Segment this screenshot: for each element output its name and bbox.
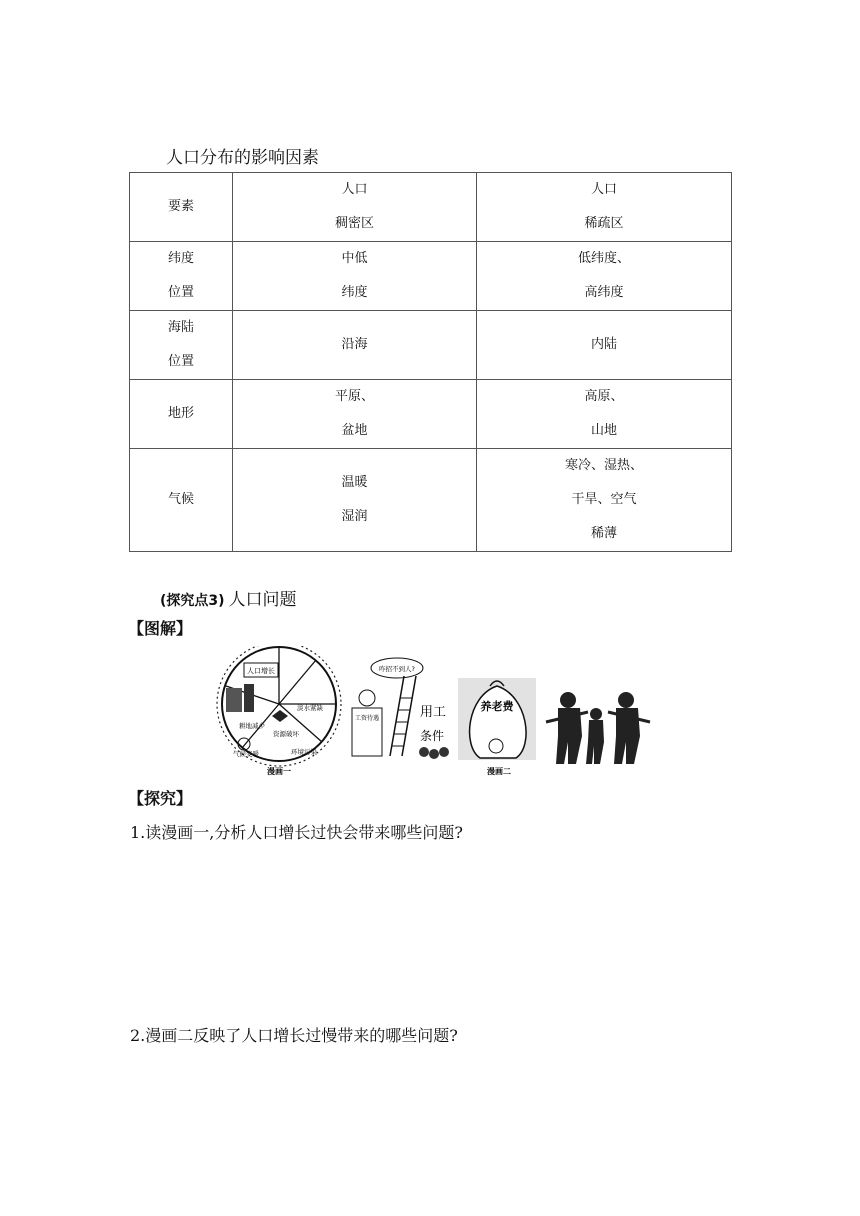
header-factor: 要素 — [130, 173, 233, 242]
table-row: 海陆 位置 沿海 内陆 — [130, 311, 732, 380]
bag-label: 养老费 — [480, 700, 514, 713]
svg-text:气候变暖: 气候变暖 — [233, 750, 259, 758]
c1-label: 人口增长 — [247, 667, 275, 675]
caption-one: 漫画一 — [267, 767, 291, 776]
population-factors-table — [129, 172, 732, 552]
explore-label: 【探究】 — [128, 789, 193, 808]
cartoon-recruit — [352, 658, 449, 759]
section-heading: 人口问题 — [228, 590, 297, 610]
table-title: 人口分布的影响因素 — [166, 148, 319, 168]
cartoon-one — [217, 646, 341, 776]
cartoon-illustration — [212, 646, 652, 778]
table-header-row — [130, 173, 732, 242]
question-1: 1.读漫画一,分析人口增长过快会带来哪些问题? — [130, 823, 463, 842]
svg-text:淡水紧缺: 淡水紧缺 — [297, 704, 323, 712]
header-dense: 人口 稠密区 — [233, 173, 477, 242]
header-sparse: 人口 稀疏区 — [477, 173, 732, 242]
svg-text:工资待遇: 工资待遇 — [354, 715, 380, 722]
section-point: (探究点3) — [160, 593, 225, 609]
illustration-label: 【图解】 — [128, 619, 193, 638]
cartoon-two — [458, 678, 536, 776]
svg-text:条件: 条件 — [420, 729, 445, 743]
section-title — [160, 585, 297, 610]
svg-text:耕地减少: 耕地减少 — [239, 722, 265, 730]
table-row: 地形 平原、 盆地 高原、 山地 — [130, 380, 732, 449]
svg-text:环境污染: 环境污染 — [291, 748, 317, 756]
question-2: 2.漫画二反映了人口增长过慢带来的哪些问题? — [130, 1026, 458, 1045]
svg-text:资源破坏: 资源破坏 — [273, 730, 299, 738]
svg-text:用工: 用工 — [420, 705, 447, 720]
table-row: 纬度 位置 中低 纬度 低纬度、 高纬度 — [130, 242, 732, 311]
soldier-silhouettes — [546, 692, 650, 764]
caption-two: 漫画二 — [487, 767, 511, 776]
table-row: 气候 温暖 湿润 寒冷、湿热、 干旱、空气 稀薄 — [130, 449, 732, 552]
svg-text:咋招不到人?: 咋招不到人? — [379, 665, 415, 673]
